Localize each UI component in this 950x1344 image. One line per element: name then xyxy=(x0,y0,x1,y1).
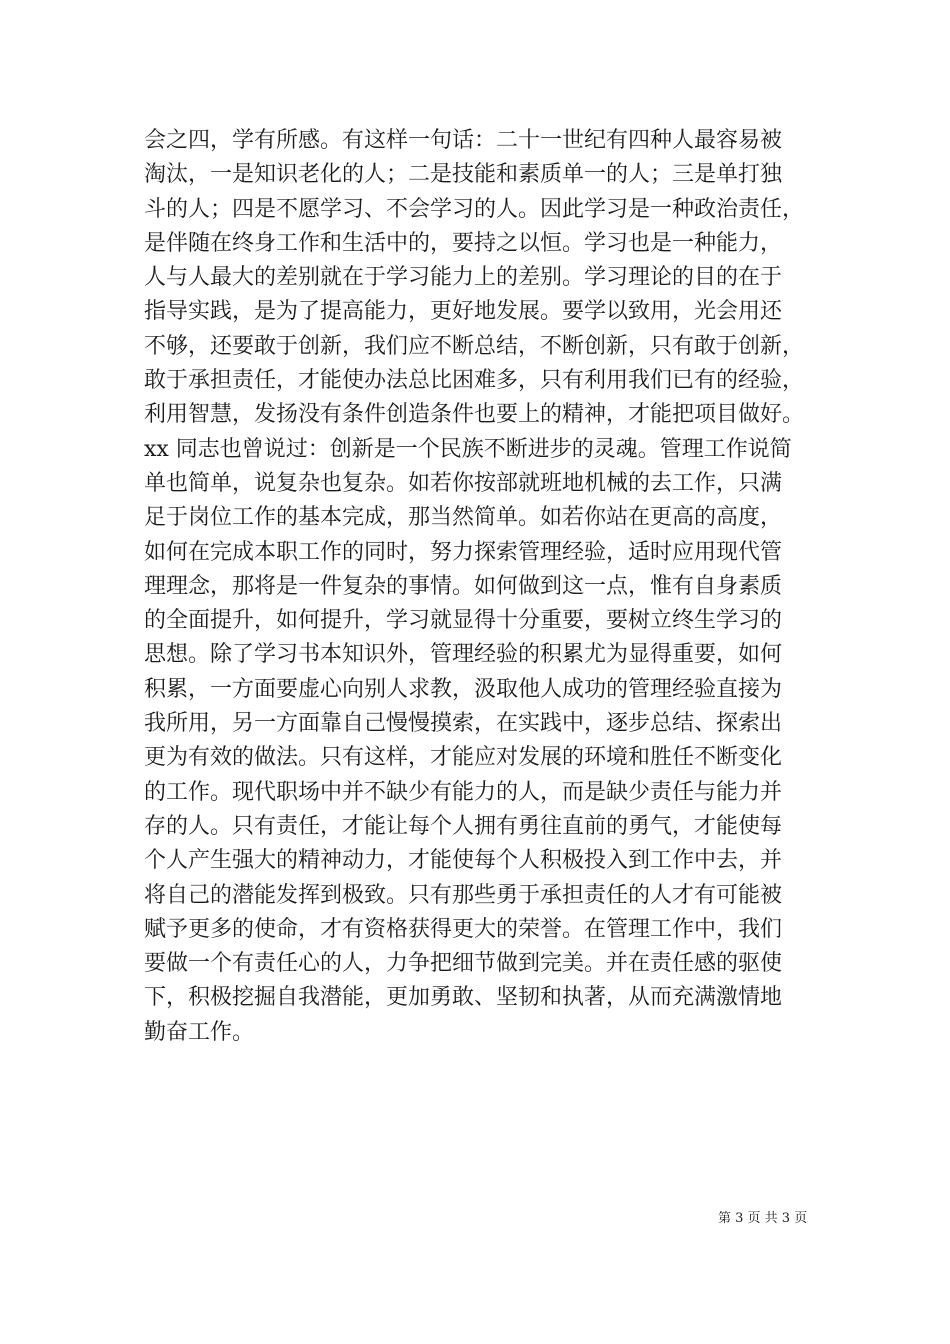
text-line: 理理念，那将是一件复杂的事情。如何做到这一点，惟有自身素质 xyxy=(144,573,783,599)
text-line: 会之四，学有所感。有这样一句话：二十一世纪有四种人最容易被 xyxy=(144,128,783,153)
text-line: 存的人。只有责任，才能让每个人拥有勇往直前的勇气，才能使每 xyxy=(144,813,783,839)
text-line: 斗的人；四是不愿学习、不会学习的人。因此学习是一种政治责任， xyxy=(144,196,805,222)
text-line: 思想。除了学习书本知识外，管理经验的积累尤为显得重要，如何 xyxy=(144,642,783,668)
text-line: 是伴随在终身工作和生活中的，要持之以恒。学习也是一种能力， xyxy=(144,230,783,256)
text-line: 我所用，另一方面靠自己慢慢摸索，在实践中，逐步总结、探索出 xyxy=(144,711,783,737)
text-line: 要做一个有责任心的人，力争把细节做到完美。并在责任感的驱使 xyxy=(144,951,783,977)
text-line: 将自己的潜能发挥到极致。只有那些勇于承担责任的人才有可能被 xyxy=(144,882,783,908)
text-line: 单也简单，说复杂也复杂。如若你按部就班地机械的去工作，只满 xyxy=(144,470,783,496)
text-line: 勤奋工作。 xyxy=(144,1019,255,1045)
text-line: 淘汰，一是知识老化的人；二是技能和素质单一的人；三是单打独 xyxy=(144,162,783,188)
text-line: 个人产生强大的精神动力，才能使每个人积极投入到工作中去，并 xyxy=(144,848,783,874)
text-line: xx 同志也曾说过：创新是一个民族不断进步的灵魂。管理工作说简 xyxy=(144,436,792,462)
body-paragraph xyxy=(144,124,824,1050)
text-line: 足于岗位工作的基本完成，那当然简单。如若你站在更高的高度， xyxy=(144,505,783,531)
text-line: 指导实践，是为了提高能力，更好地发展。要学以致用，光会用还 xyxy=(144,299,783,325)
text-line: 如何在完成本职工作的同时，努力探索管理经验，适时应用现代管 xyxy=(144,539,783,565)
text-line: 的工作。现代职场中并不缺少有能力的人，而是缺少责任与能力并 xyxy=(144,779,783,805)
page-number-footer: 第 3 页 共 3 页 xyxy=(718,1211,808,1226)
text-line: 更为有效的做法。只有这样，才能应对发展的环境和胜任不断变化 xyxy=(144,745,783,771)
text-line: 的全面提升，如何提升，学习就显得十分重要，要树立终生学习的 xyxy=(144,608,783,634)
text-line: 赋予更多的使命，才有资格获得更大的荣誉。在管理工作中，我们 xyxy=(144,916,783,942)
text-line: 人与人最大的差别就在于学习能力上的差别。学习理论的目的在于 xyxy=(144,265,783,291)
text-line: 不够，还要敢于创新，我们应不断总结，不断创新，只有敢于创新， xyxy=(144,333,805,359)
text-line: 积累，一方面要虚心向别人求教，汲取他人成功的管理经验直接为 xyxy=(144,676,783,702)
text-line: 敢于承担责任，才能使办法总比困难多，只有利用我们已有的经验， xyxy=(144,368,805,394)
text-line: 利用智慧，发扬没有条件创造条件也要上的精神，才能把项目做好。 xyxy=(144,402,805,428)
text-line: 下，积极挖掘自我潜能，更加勇敢、坚韧和执著，从而充满激情地 xyxy=(144,985,783,1011)
